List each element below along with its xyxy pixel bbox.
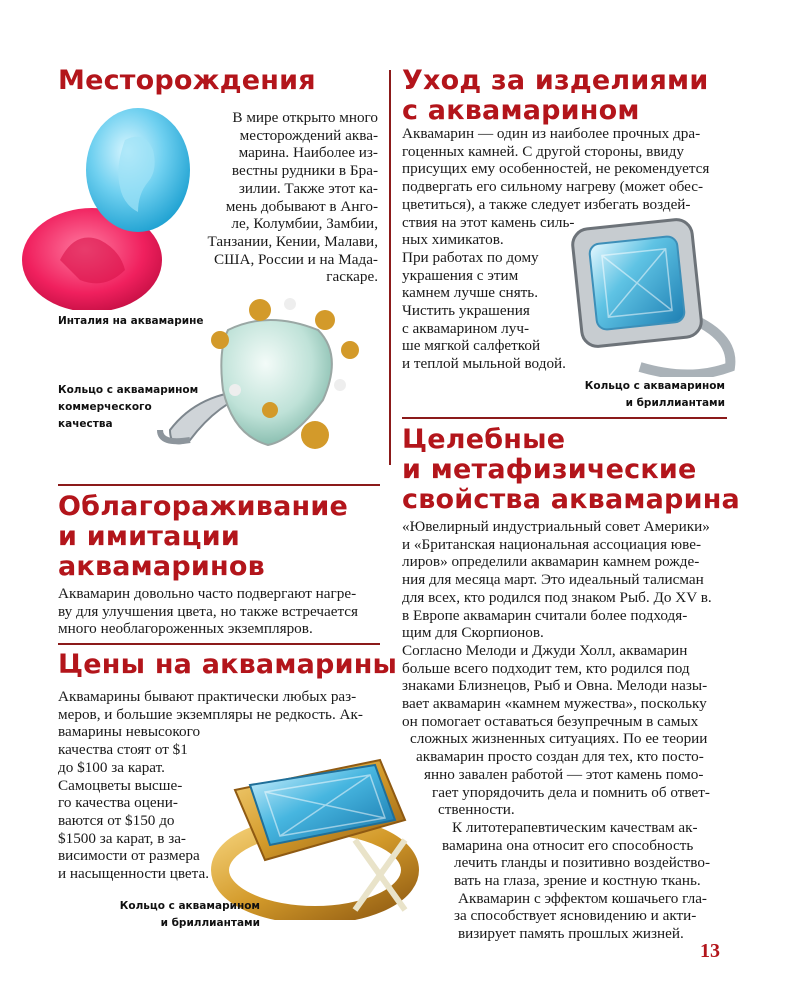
commercial-ring-image: [150, 290, 390, 470]
text-line: марина. Наиболее из-: [238, 144, 378, 162]
text-line: вает аквамарин «камнем мужества», поскольку: [402, 695, 707, 713]
text-line: $1500 за карат, в за-: [58, 829, 186, 847]
intaglio-image: [20, 100, 200, 310]
text-line: гаскаре.: [326, 268, 378, 286]
text-line: много необлагороженных экземпляров.: [58, 620, 313, 638]
text-line: ле, Колумбии, Замбии,: [231, 215, 378, 233]
text-line: и «Британская национальная ассоциация юве-: [402, 535, 702, 553]
text-line: гоценных камней. С другой стороны, ввиду: [402, 142, 684, 160]
caption-line: Кольцо с аквамарином: [119, 900, 260, 912]
text-line: Аквамарин довольно часто подвергают нагре-: [58, 585, 357, 602]
text-line: месторождений аква-: [239, 126, 378, 144]
text-line: К литотерапевтическим качествам ак-: [452, 818, 698, 836]
heading-line: Облагораживание: [58, 491, 348, 522]
text-line: США, России и на Мада-: [214, 250, 378, 268]
text-line: цветиться), а также следует избегать воздей-: [402, 195, 691, 213]
text-line: Согласно Мелоди и Джуди Холл, аквамарин: [402, 641, 688, 659]
heading-prices: Цены на аквамарины: [58, 649, 398, 680]
text-line: гает упорядочить дела и помнить об ответ-: [432, 783, 710, 801]
caption-line: качества: [58, 418, 113, 430]
text-line: Танзании, Кении, Малави,: [207, 232, 378, 250]
text-line: лиров» определили аквамарин камнем рожде-: [402, 553, 700, 571]
text-line: до $100 за карат.: [58, 758, 165, 776]
text-line: ше мягкой салфеткой: [402, 337, 541, 355]
heading-care: [402, 66, 708, 126]
text-line: щим для Скорпионов.: [402, 624, 544, 642]
text-line: Самоцветы высше-: [58, 776, 183, 794]
heading-line: Целебные: [402, 424, 566, 455]
text-line: «Ювелирный индустриальный совет Америки»: [402, 518, 710, 535]
caption-line: и бриллиантами: [160, 917, 260, 929]
heading-line: аквамаринов: [58, 551, 265, 582]
text-line: В мире открыто много: [232, 109, 378, 126]
heading-line: и метафизические: [402, 454, 697, 485]
text-line: мень добывают в Анго-: [225, 197, 378, 215]
caption-line: коммерческого: [58, 401, 152, 413]
text-line: Аквамарин — один из наиболее прочных дра-: [402, 125, 701, 142]
text-line: вамарина она относит его способность: [442, 836, 694, 854]
heading-line: и имитации: [58, 521, 240, 552]
text-line: в Европе аквамарин считали более подходя-: [402, 606, 688, 624]
text-line: меров, и большие экземпляры не редкость. Ак-: [58, 705, 363, 723]
text-line: с аквамарином луч-: [402, 319, 530, 337]
text-line: ственности.: [438, 801, 515, 819]
heading-deposits: Месторождения: [58, 65, 316, 96]
text-line: знаками Близнецов, Рыб и Овна. Мелоди назы-: [402, 677, 708, 695]
caption-commercial-ring: [58, 382, 198, 433]
caption-line: и бриллиантами: [625, 397, 725, 409]
text-line: янно завален работой — этот камень помо-: [424, 765, 704, 783]
text-line: ствия на этот камень силь-: [402, 213, 575, 231]
caption-diamond-ring-bottom: [110, 898, 260, 932]
text-line: го качества оцени-: [58, 794, 178, 812]
diamond-ring-bottom-image: [205, 720, 430, 920]
text-line: ву для улучшения цвета, но также встречается: [58, 602, 359, 620]
text-line: и теплой мыльной водой.: [402, 355, 566, 373]
diamond-ring-top-image: [565, 212, 745, 377]
healing-text: [402, 518, 724, 943]
enhancement-text: [58, 585, 380, 638]
text-line: ваются от $150 до: [58, 811, 175, 829]
text-line: ных химикатов.: [402, 231, 504, 249]
text-line: подвергать его сильному нагреву (может обес-: [402, 178, 704, 196]
text-line: лечить гланды и позитивно воздейство-: [454, 854, 711, 872]
section-divider-left: [58, 484, 380, 486]
caption-intaglio: Инталия на аквамарине: [58, 315, 204, 327]
heading-enhancement: [58, 492, 348, 582]
text-line: больше всего подходит тем, кто родился под: [402, 659, 690, 677]
text-line: Аквамарины бывают практически любых раз-: [58, 688, 357, 705]
caption-line: Кольцо с аквамарином: [58, 384, 199, 396]
text-line: ния для месяца март. Это идеальный талисман: [402, 571, 704, 589]
text-line: сложных жизненных ситуациях. По ее теории: [410, 730, 708, 748]
text-line: Чистить украшения: [402, 302, 530, 320]
section-divider-right: [402, 417, 727, 419]
section-divider-left-2: [58, 643, 380, 645]
text-line: за способствует ясновидению и акти-: [454, 907, 697, 925]
heading-healing: [402, 425, 740, 515]
text-line: При работах по дому: [402, 248, 539, 266]
text-line: висимости от размера: [58, 847, 200, 865]
text-line: вамарины невысокого: [58, 723, 201, 741]
text-line: для всех, кто родился под знаком Рыб. До XV в.: [402, 588, 712, 606]
text-line: он помогает оставаться безупречным в самых: [402, 712, 699, 730]
deposits-text: [206, 109, 378, 286]
text-line: аквамарин просто создан для тех, кто посто-: [416, 748, 704, 766]
text-line: визирует память прошлых жизней.: [458, 925, 684, 943]
heading-line: Уход за изделиями: [402, 65, 709, 96]
text-line: вестны рудники в Бра-: [231, 162, 378, 180]
heading-line: с аквамарином: [402, 95, 640, 126]
text-line: присущих ему особенностей, не рекомендуется: [402, 160, 710, 178]
text-line: камнем лучше снять.: [402, 284, 539, 302]
text-line: вать на глаза, зрение и костную ткань.: [454, 872, 701, 890]
caption-line: Кольцо с аквамарином: [584, 380, 725, 392]
text-line: качества стоят от $1: [58, 741, 188, 759]
caption-diamond-ring-top: [560, 378, 725, 412]
page-number: 13: [700, 940, 720, 962]
text-line: украшения с этим: [402, 266, 519, 284]
text-line: и насыщенности цвета.: [58, 865, 210, 883]
heading-line: свойства аквамарина: [402, 484, 740, 515]
text-line: Аквамарин с эффектом кошачьего гла-: [458, 889, 707, 907]
text-line: зилии. Также этот ка-: [238, 179, 378, 197]
